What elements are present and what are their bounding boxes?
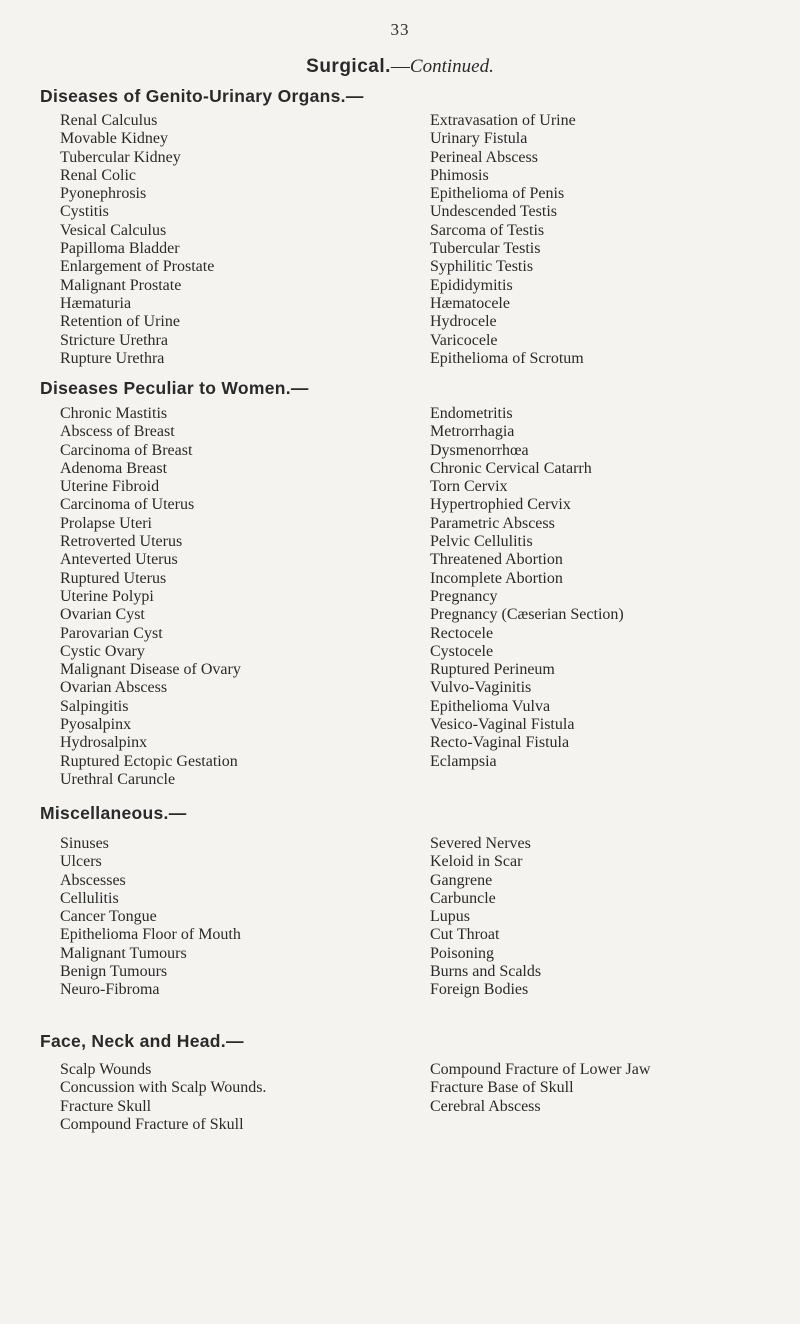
list-item: Abscess of Breast <box>60 423 175 441</box>
list-item: Lupus <box>430 908 470 926</box>
list-item: Epithelioma of Penis <box>430 185 565 203</box>
list-item: Extravasation of Urine <box>430 112 576 129</box>
list-item: Adenoma Breast <box>60 459 168 477</box>
title-continued: Continued. <box>409 56 494 77</box>
list-item: Poisoning <box>430 944 495 962</box>
list-item: Cystitis <box>60 203 109 221</box>
page-number: 33 <box>390 20 410 39</box>
list-item: Abscesses <box>60 871 126 889</box>
list-item: Epithelioma Floor of Mouth <box>60 926 241 944</box>
list-item: Epididymitis <box>430 276 513 294</box>
list-item: Ruptured Uterus <box>60 569 167 587</box>
list-item: Perineal Abscess <box>430 148 538 166</box>
face-neck-head-right-list <box>430 1061 650 1116</box>
list-item: Scalp Wounds <box>60 1061 152 1078</box>
section-heading-women: Diseases Peculiar to Women.— <box>40 378 309 398</box>
list-item: Ovarian Abscess <box>60 679 168 697</box>
list-item: Prolapse Uteri <box>60 514 152 532</box>
list-item: Hæmatocele <box>430 294 510 312</box>
list-item: Burns and Scalds <box>430 963 542 981</box>
list-item: Undescended Testis <box>430 203 557 221</box>
list-item: Benign Tumours <box>60 963 168 981</box>
list-item: Carcinoma of Breast <box>60 441 193 459</box>
list-item: Parametric Abscess <box>430 514 555 532</box>
list-item: Tubercular Kidney <box>60 148 181 166</box>
list-item: Threatened Abortion <box>430 551 563 569</box>
list-item: Compound Fracture of Skull <box>60 1115 244 1133</box>
list-item: Recto-Vaginal Fistula <box>430 734 570 752</box>
list-item: Chronic Cervical Catarrh <box>430 459 592 477</box>
list-item: Ruptured Perineum <box>430 661 555 679</box>
list-item: Chronic Mastitis <box>60 405 168 422</box>
list-item: Parovarian Cyst <box>60 624 163 642</box>
list-item: Stricture Urethra <box>60 331 168 349</box>
list-item: Severed Nerves <box>430 835 531 852</box>
miscellaneous-left-list <box>60 835 241 1000</box>
list-item: Cystocele <box>430 642 494 660</box>
list-item: Carbuncle <box>430 889 496 907</box>
list-item: Hæmaturia <box>60 294 132 312</box>
list-item: Salpingitis <box>60 697 129 715</box>
list-item: Epithelioma Vulva <box>430 697 551 715</box>
list-item: Carcinoma of Uterus <box>60 496 195 514</box>
list-item: Pregnancy (Cæserian Section) <box>430 606 624 624</box>
list-item: Urinary Fistula <box>430 130 528 148</box>
section-heading-genito-urinary: Diseases of Genito-Urinary Organs.— <box>40 86 364 106</box>
list-item: Vesico-Vaginal Fistula <box>430 716 575 734</box>
list-item: Keloid in Scar <box>430 853 523 871</box>
list-item: Vulvo-Vaginitis <box>430 679 532 697</box>
list-item: Malignant Prostate <box>60 276 182 294</box>
list-item: Cystic Ovary <box>60 642 145 660</box>
list-item: Renal Calculus <box>60 112 158 129</box>
section-heading-face-neck-head: Face, Neck and Head.— <box>40 1031 244 1051</box>
title-dash: — <box>390 56 410 77</box>
list-item: Fracture Skull <box>60 1097 152 1115</box>
list-item: Pregnancy <box>430 587 498 605</box>
list-item: Movable Kidney <box>60 130 168 148</box>
list-item: Gangrene <box>430 871 493 889</box>
genito-urinary-left-list <box>60 112 214 368</box>
list-item: Pyonephrosis <box>60 185 147 203</box>
list-item: Concussion with Scalp Wounds. <box>60 1079 267 1097</box>
page-title <box>0 56 800 78</box>
list-item: Incomplete Abortion <box>430 569 563 587</box>
list-item: Retention of Urine <box>60 313 180 331</box>
list-item: Fracture Base of Skull <box>430 1079 574 1097</box>
list-item: Compound Fracture of Lower Jaw <box>430 1061 651 1078</box>
list-item: Cerebral Abscess <box>430 1097 541 1115</box>
list-item: Cancer Tongue <box>60 908 157 926</box>
list-item: Enlargement of Prostate <box>60 258 215 276</box>
list-item: Pyosalpinx <box>60 716 132 734</box>
list-item: Cut Throat <box>430 926 500 944</box>
list-item: Renal Colic <box>60 166 136 184</box>
list-item: Phimosis <box>430 166 489 184</box>
list-item: Endometritis <box>430 405 513 422</box>
list-item: Tubercular Testis <box>430 240 541 258</box>
list-item: Epithelioma of Scrotum <box>430 349 584 367</box>
list-item: Pelvic Cellulitis <box>430 533 533 551</box>
list-item: Hydrosalpinx <box>60 734 148 752</box>
list-item: Uterine Fibroid <box>60 478 160 496</box>
list-item: Ruptured Ectopic Gestation <box>60 752 238 770</box>
list-item: Sarcoma of Testis <box>430 221 545 239</box>
face-neck-head-left-list <box>60 1061 266 1134</box>
list-item: Varicocele <box>430 331 498 349</box>
list-item: Ovarian Cyst <box>60 606 145 624</box>
list-item: Papilloma Bladder <box>60 240 180 258</box>
list-item: Foreign Bodies <box>430 981 529 999</box>
list-item: Eclampsia <box>430 752 497 770</box>
women-right-list <box>430 405 624 771</box>
list-item: Malignant Disease of Ovary <box>60 661 241 679</box>
list-item: Cellulitis <box>60 889 119 907</box>
section-heading-miscellaneous: Miscellaneous.— <box>40 803 187 823</box>
list-item: Rupture Urethra <box>60 349 165 367</box>
women-left-list <box>60 405 241 789</box>
title-main: Surgical. <box>306 56 391 77</box>
list-item: Dysmenorrhœa <box>430 441 529 459</box>
miscellaneous-right-list <box>430 835 541 1000</box>
list-item: Sinuses <box>60 835 109 852</box>
list-item: Neuro-Fibroma <box>60 981 160 999</box>
list-item: Uterine Polypi <box>60 587 154 605</box>
list-item: Syphilitic Testis <box>430 258 534 276</box>
list-item: Hypertrophied Cervix <box>430 496 571 514</box>
list-item: Rectocele <box>430 624 494 642</box>
genito-urinary-right-list <box>430 112 584 368</box>
list-item: Hydrocele <box>430 313 497 331</box>
list-item: Anteverted Uterus <box>60 551 178 569</box>
list-item: Urethral Caruncle <box>60 770 176 788</box>
list-item: Ulcers <box>60 853 102 871</box>
list-item: Vesical Calculus <box>60 221 167 239</box>
list-item: Retroverted Uterus <box>60 533 183 551</box>
list-item: Torn Cervix <box>430 478 508 496</box>
list-item: Metrorrhagia <box>430 423 515 441</box>
list-item: Malignant Tumours <box>60 944 187 962</box>
